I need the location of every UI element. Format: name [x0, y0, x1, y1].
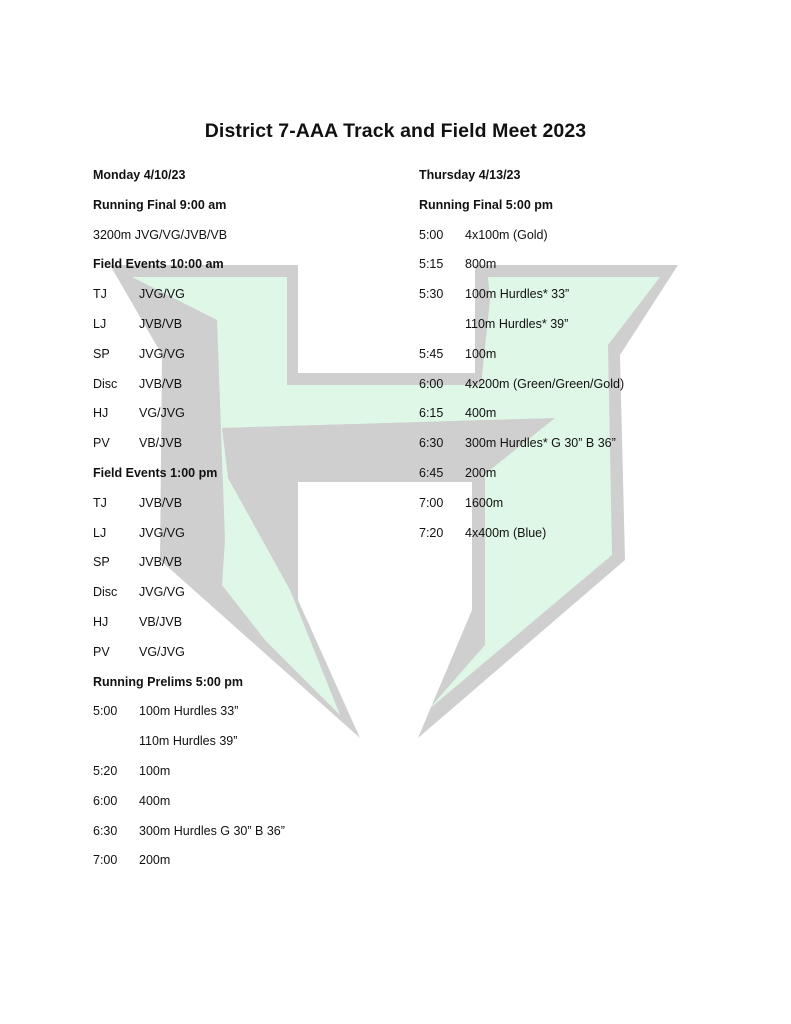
list-item — [419, 495, 749, 525]
list-item — [93, 614, 413, 644]
event-name: 400m — [465, 406, 497, 421]
list-item — [419, 465, 749, 495]
event-name: 4x400m (Blue) — [465, 525, 547, 540]
event-time: 5:00 — [93, 704, 118, 719]
event-time: 7:00 — [419, 495, 444, 510]
list-item — [93, 435, 413, 465]
event-name: 100m — [465, 346, 497, 361]
event-groups: JVB/VB — [139, 495, 183, 510]
event-name: 800m — [465, 257, 497, 272]
event-name: PV — [93, 644, 110, 659]
event-name: SP — [93, 346, 110, 361]
event-groups: JVB/VB — [139, 555, 183, 570]
event-name: Disc — [93, 585, 118, 600]
event-name: 200m — [465, 465, 497, 480]
event-time: 6:15 — [419, 406, 444, 421]
section-heading: Running Prelims 5:00 pm — [93, 674, 244, 689]
event-groups: JVG/VG — [139, 525, 185, 540]
event-name: 110m Hurdles 39” — [139, 734, 238, 749]
list-item — [419, 405, 749, 435]
event-name: 110m Hurdles* 39” — [465, 316, 569, 331]
event-name: 100m — [139, 763, 171, 778]
thursday-schedule — [419, 167, 749, 554]
event-time: 6:00 — [419, 376, 444, 391]
event-groups: VB/JVB — [139, 436, 183, 451]
list-item — [93, 376, 413, 406]
list-item — [419, 286, 749, 316]
event-groups: VG/JVG — [139, 644, 185, 659]
event-name: 300m Hurdles* G 30” B 36” — [465, 436, 616, 451]
list-item — [93, 286, 413, 316]
list-item — [419, 525, 749, 555]
event-time: 6:00 — [93, 793, 118, 808]
event-name: HJ — [93, 406, 109, 421]
list-item — [419, 435, 749, 465]
event-name: LJ — [93, 316, 107, 331]
list-item — [93, 733, 413, 763]
event-groups: JVG/VG — [139, 585, 185, 600]
event-groups: JVB/VB — [139, 316, 183, 331]
list-item — [419, 316, 749, 346]
event-name: 1600m — [465, 495, 504, 510]
event-name: TJ — [93, 495, 107, 510]
event-time: 6:45 — [419, 465, 444, 480]
list-item — [93, 525, 413, 555]
list-item — [93, 405, 413, 435]
list-item — [93, 793, 413, 823]
event-name: 200m — [139, 853, 171, 868]
list-item — [93, 495, 413, 525]
section-heading: Running Final 5:00 pm — [419, 197, 554, 212]
event-name: TJ — [93, 287, 107, 302]
monday-schedule — [93, 167, 413, 882]
section-heading: Running Final 9:00 am — [93, 197, 227, 212]
event-time: 5:20 — [93, 763, 118, 778]
list-item — [419, 227, 749, 257]
event-groups: VG/JVG — [139, 406, 185, 421]
section-heading: Field Events 1:00 pm — [93, 465, 218, 480]
event-name: 100m Hurdles 33” — [139, 704, 239, 719]
event-name: Disc — [93, 376, 118, 391]
event-groups: JVG/VG — [139, 346, 185, 361]
list-item — [93, 346, 413, 376]
list-item — [93, 584, 413, 614]
list-item — [93, 316, 413, 346]
list-item — [93, 644, 413, 674]
event-name: 100m Hurdles* 33” — [465, 287, 570, 302]
event-time: 5:00 — [419, 227, 444, 242]
event-time: 6:30 — [93, 823, 118, 838]
event-groups: VB/JVB — [139, 614, 183, 629]
event-name: PV — [93, 436, 110, 451]
day-heading: Thursday 4/13/23 — [419, 168, 521, 182]
list-item — [93, 763, 413, 793]
day-heading: Monday 4/10/23 — [93, 168, 186, 182]
list-item — [93, 852, 413, 882]
list-item — [419, 346, 749, 376]
list-item — [419, 256, 749, 286]
event-time: 5:45 — [419, 346, 444, 361]
event-groups: JVB/VB — [139, 376, 183, 391]
event-groups: JVG/VG — [139, 287, 185, 302]
section-heading: Field Events 10:00 am — [93, 257, 224, 272]
list-item — [93, 703, 413, 733]
event-time: 6:30 — [419, 436, 444, 451]
list-item — [93, 823, 413, 853]
event-name: 300m Hurdles G 30” B 36” — [139, 823, 285, 838]
event-name: 4x200m (Green/Green/Gold) — [465, 376, 625, 391]
list-item — [93, 554, 413, 584]
event-name: LJ — [93, 525, 107, 540]
list-item — [419, 376, 749, 406]
page-title: District 7-AAA Track and Field Meet 2023 — [204, 120, 587, 142]
event-time: 7:00 — [93, 853, 118, 868]
running-final-line: 3200m JVG/VG/JVB/VB — [93, 227, 228, 242]
event-name: 400m — [139, 793, 171, 808]
event-time: 5:30 — [419, 287, 444, 302]
event-time: 7:20 — [419, 525, 444, 540]
event-name: 4x100m (Gold) — [465, 227, 548, 242]
event-name: SP — [93, 555, 110, 570]
event-time: 5:15 — [419, 257, 444, 272]
event-name: HJ — [93, 614, 109, 629]
